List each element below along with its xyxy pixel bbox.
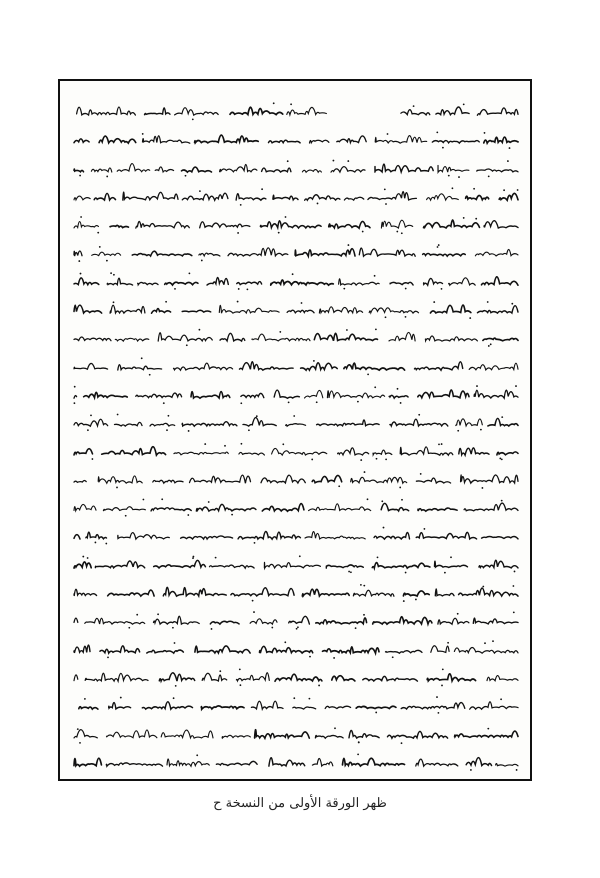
manuscript-line <box>70 519 520 547</box>
page-caption: ظهر الورقة الأولى من النسخة ح <box>213 796 387 811</box>
manuscript-line <box>70 180 520 208</box>
manuscript-line <box>70 689 520 717</box>
manuscript-line <box>70 718 520 746</box>
manuscript-line <box>70 321 520 349</box>
manuscript-line <box>70 661 520 689</box>
manuscript-line <box>70 378 520 406</box>
manuscript-line <box>70 633 520 661</box>
manuscript-line <box>70 293 520 321</box>
manuscript-line <box>70 435 520 463</box>
manuscript-line <box>70 746 520 774</box>
handwritten-text-block <box>70 95 520 771</box>
manuscript-line <box>70 350 520 378</box>
manuscript-line <box>70 236 520 264</box>
manuscript-line <box>70 491 520 519</box>
manuscript-line <box>70 152 520 180</box>
manuscript-line <box>70 95 520 123</box>
manuscript-line <box>70 463 520 491</box>
manuscript-line <box>70 265 520 293</box>
manuscript-line <box>70 548 520 576</box>
manuscript-page <box>58 79 532 781</box>
manuscript-line <box>70 604 520 632</box>
manuscript-line <box>70 406 520 434</box>
manuscript-line <box>70 576 520 604</box>
manuscript-line <box>70 123 520 151</box>
manuscript-line <box>70 208 520 236</box>
